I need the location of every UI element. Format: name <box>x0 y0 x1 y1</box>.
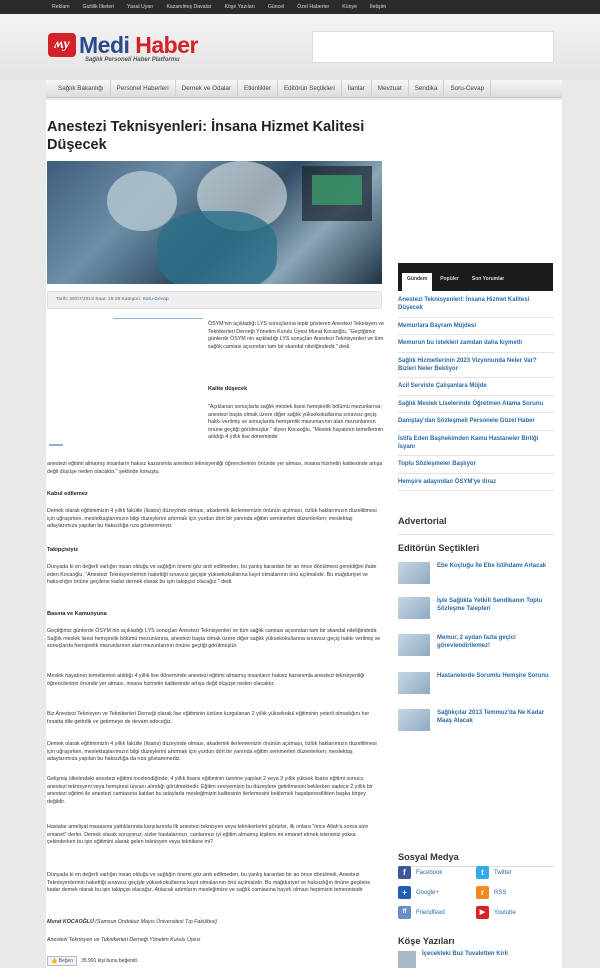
editor-pick-title[interactable]: Hastanelerde Sorumlu Hemşire Sorunu <box>437 673 549 679</box>
top-nav-item[interactable]: Reklam <box>52 4 70 10</box>
social-link-youtube[interactable] <box>476 906 516 919</box>
top-nav-item[interactable]: Kazanılmış Davalar <box>166 4 212 10</box>
logo-text-part1: Medi <box>79 32 136 58</box>
top-nav <box>52 0 399 14</box>
news-list-item[interactable]: Sağlık Hizmetlerinin 2023 Vizyonunda Neler Var? Bizleri Neler Bekliyor <box>398 356 554 379</box>
like-button[interactable] <box>47 956 77 966</box>
nav-item-soru-cevap[interactable]: Soru-Cevap <box>444 80 491 98</box>
social-link-facebook[interactable] <box>398 866 442 879</box>
nav-item-etkinlikler[interactable]: Etkinlikler <box>238 80 278 98</box>
article-paragraph: ÖSYM'nin açıkladığı LYS sonuçlarına tepki gösteren Anestezi Teknisyen ve Teknikerleri Derneği Yönetim Kurulu Üyesi Murat Kocaoğlu, "Geçtiğimiz günlerde ÖSYM nin açıkladığı LYS sonuçları Anestezi Teknisyenleri ve tüm sağlık camiası açısından tam bir skandal niteliğindedir." dedi. <box>208 321 385 350</box>
signature-name: Murat KOCAOĞLU <box>47 919 94 925</box>
social-label: Facebook <box>416 869 443 876</box>
top-nav-item[interactable]: Güncel <box>267 4 285 10</box>
article-paragraph: Gelişmiş ülkelerdeki anestezi eğitimi incelendiğinde; 4 yıllık lisans eğitiminin üzerine yapılan 2 veya 3 yıllık yüksek lisans eğitimi sonucu anestezi teknisyeni veya hemşiresi ünvanı alındığı görülmektedir. Eğitim seviyemizin bu düzeylere getirilmesini beklerken sadece 2 yıllık bir anestezi eğitimi ile anestezi camiasına katılan bu adaylarla mesleğimizin kalitesinin ilerlemesini beklemek hayalperestlikten başka birşey değildir. <box>47 776 373 805</box>
social-label: Google+ <box>416 889 439 896</box>
news-list-item[interactable]: Sağlık Meslek Liselerinde Öğretmen Atama Sorunu <box>398 399 554 413</box>
article-paragraph: Dünyada ki en değerli varlığın insan olduğu ve sağlığın önemi göz ardı edilmeden, bu yanlış karardan bir an önce dönülmesi gerektiğini ifade eden Kocaoğlu, "Anestezi Teknisyenlerinin hakettiği sınavsız geçişle yüksekokullarına kayıt olmalarının önü açılmalıdır. Bu mağduriyet ve haksızlığın önüne geçilene kadar dernek olarak bu işin takipçisi olacağız." dedi. <box>47 564 377 585</box>
article-paragraph: Demek olarak eğitimimizin 4 yıllık fakülte (lisans) düzeyinde olması, akademik ilerlememizin önünün açılması, özlük haklarımızın düzeltilmesi için uğraşırken, meslektaşlarımızın bilgi düzeylerini artırmak için yurdun dört bir yanında eğitim seminerleri düzenlerken; meslektaş adaylarımıza yapılan bu haksızlığa rıza gösteremeyiz <box>47 508 377 529</box>
top-nav-item[interactable]: Yasal Uyarı <box>127 4 154 10</box>
article-paragraph: "Açıklanan sonuçlarla sağlık meslek lisesi hemşirelik bölümü mezunlarına; anestezi başta olmak üzere diğer sağlık yüksekokullarına sınavsız geçiş hakkı verilmiş ve sonuçlarda hemşirelik mezunlarının alan mezunlarının önüne geçtiği görülmüştür." diyen Kocaoğlu, "Meslek hayatının temellerinin atıldığı 4 yıllık lise döneminde <box>208 404 384 440</box>
tab-populer[interactable]: Popüler <box>440 276 459 282</box>
signature-title: Anestezi Teknisyen ve Teknikerleri Derneği Yönetim Kurulu Üyesi <box>47 937 201 943</box>
article-paragraph: Geçtiğimiz günlerde ÖSYM nin açıkladığı LYS sonuçları Anestezi Teknisyenleri ve tüm sağlık camiası açısından tam bir skandal niteliğindedir. Sağlık meslek lisesi hemşirelik bölümü mezunlarına, anestezi başta olmak üzere diğer sağlık yüksekokullarına sınavsız geçiş hakkı verilmiş ve sonuçlarda hemşirelik mezunlarının alan mezunlarının önüne geçtiği görülmüştür. <box>47 628 381 649</box>
article-paragraph: Meslek hayatının temellerinin atıldığı 4 yıllık lise döneminde anestezi eğitimi almamış insanların haksız kazanımla anestezi teknisyenliği öğrencilerinin önünde yer alması, insana hizmetin kalitesinde artışa değil düşüşe neden olacaktır. <box>47 673 365 687</box>
news-list-item[interactable]: Anestezi Teknisyenleri: İnsana Hizmet Kalitesi Düşecek <box>398 295 554 318</box>
logo-text <box>79 33 198 57</box>
author-thumbnail <box>398 951 416 968</box>
logo-mark: ʍy <box>48 33 76 57</box>
article-meta-text: Tarih: 29/07/2013 Saat: 15:29 Kategori: <box>56 297 143 302</box>
thumbs-up-icon: 👍 <box>51 957 59 964</box>
editor-pick-item[interactable] <box>398 672 554 696</box>
logo-subtitle: Sağlık Personeli Haber Platformu <box>85 57 180 63</box>
editor-pick-title[interactable]: Memur, 2 aydan fazla geçici görevlendirilemez! <box>437 635 516 649</box>
article-title: Anestezi Teknisyenleri: İnsana Hizmet Kalitesi Düşecek <box>47 119 365 153</box>
facebook-like-bar <box>47 955 138 966</box>
article-paragraph: Demek olarak eğitimimizin 4 yıllık fakülte (lisans) düzeyinde olması, akademik ilerlememizin önünün açılması, özlük haklarımızın düzeltilmesi için uğraşırken, meslektaşlarımızın bilgi düzeylerini artırmak için yurdun dört bir yanında eğitim seminerleri düzenlerken; meslektaş adaylarımıza yapılan bu haksızlığa da rıza göstaremediz. <box>47 741 377 762</box>
editor-pick-item[interactable] <box>398 709 554 733</box>
editor-pick-thumbnail <box>398 562 430 584</box>
social-link-rss[interactable] <box>476 886 506 899</box>
signature-detail: (Samsun Ondokuz Mayıs Üniversitesi Tıp Fakültesi) <box>93 919 218 925</box>
editors-heading: Editörün Seçtikleri <box>398 543 480 553</box>
social-label: Twitter <box>494 869 512 876</box>
nav-item-ilanlar[interactable]: İlanlar <box>342 80 372 98</box>
logo-text-part2: Haber <box>135 32 198 58</box>
editor-pick-title[interactable]: İşte Sağlıkta Yetkili Sendikanın Toplu Sözleşme Talepleri <box>437 598 543 612</box>
twitter-icon: t <box>476 866 489 879</box>
editor-pick-thumbnail <box>398 709 430 731</box>
social-link-twitter[interactable] <box>476 866 512 879</box>
googleplus-icon: + <box>398 886 411 899</box>
youtube-icon: ▶ <box>476 906 489 919</box>
article-subheading: Basına ve Kamuoyuna <box>47 611 107 617</box>
like-button-label: Beğen <box>58 957 74 964</box>
like-count: 35.991 kişi bunu beğendi. <box>81 957 139 964</box>
news-list-item[interactable]: Danıştay'dan Sözleşmeli Personele Güzel Haber <box>398 416 554 430</box>
kose-yazilari-heading: Köşe Yazıları <box>398 936 455 946</box>
kose-yazisi-title[interactable]: İçecekteki Buz Tuvaletten Kirli <box>422 951 508 957</box>
article-signature <box>47 919 383 927</box>
social-label: Friendfeed <box>416 909 445 916</box>
tab-son-yorumlar[interactable]: Son Yorumlar <box>471 276 505 282</box>
top-bar <box>0 0 600 14</box>
article-subheading: Takipçisiyiz <box>47 547 78 553</box>
news-list-item[interactable]: Acil Serviste Çalışanlara Müjde <box>398 381 554 395</box>
social-label: RSS <box>494 889 507 896</box>
sidebar-tabs <box>398 263 553 291</box>
editor-pick-title[interactable]: Ebe Koçluğu İle Ebe İstihdamı Artacak <box>437 563 547 569</box>
top-nav-item[interactable]: Özel Haberler <box>297 4 330 10</box>
top-nav-item[interactable]: Künye <box>342 4 357 10</box>
nav-item-editorun-sectikleri[interactable]: Editörün Seçtikleri <box>278 80 342 98</box>
editor-pick-title[interactable]: Sağlıkçılar 2013 Temmuz'da Ne Kadar Maaş Alacak <box>437 710 545 724</box>
news-list-item[interactable]: Toplu Sözleşmeler Başlıyor <box>398 459 554 473</box>
article-subheading: Kalite düşecek <box>208 386 248 392</box>
article-paragraph: anestezi eğitimi almamış insanların haksız kazanımla anestezi teknisyenliği öğrencilerinin önünde yer alması, insana hizmetin kalitesinde artışa değil düşüşe neden olacaktır." şeklinde konuştu. <box>47 461 383 475</box>
social-heading: Sosyal Medya <box>398 852 459 862</box>
nav-item-personel-haberleri[interactable]: Personel Haberleri <box>111 80 176 98</box>
article-hero-image <box>47 161 382 284</box>
social-link-friendfeed[interactable] <box>398 906 445 919</box>
nav-item-mevzuat[interactable]: Mevzuat <box>372 80 409 98</box>
editor-pick-thumbnail <box>398 672 430 694</box>
sidebar-news-list <box>398 295 554 494</box>
article-subheading: Kabul edilemez <box>47 491 88 497</box>
news-list-item[interactable]: Memurlara Bayram Müjdesi <box>398 321 554 335</box>
nav-item-sendika[interactable]: Sendika <box>409 80 445 98</box>
editor-pick-item[interactable] <box>398 597 554 621</box>
news-list-item[interactable]: İstifa Eden Başhekimden Kamu Hastaneler Birliği İsyanı <box>398 434 554 457</box>
top-nav-item[interactable]: Gizlilik İlkeleri <box>82 4 115 10</box>
article-category-link[interactable]: Soru-Cevap <box>142 297 169 302</box>
editor-pick-item[interactable] <box>398 634 554 658</box>
editor-pick-thumbnail <box>398 634 430 656</box>
facebook-icon: f <box>398 866 411 879</box>
news-list-item[interactable]: Hemşire adayından ÖSYM'ye itiraz <box>398 477 554 491</box>
rss-icon: r <box>476 886 489 899</box>
kose-yazisi-item[interactable] <box>398 951 508 968</box>
article-meta <box>47 291 382 309</box>
nav-item-dernek-ve-odalar[interactable]: Dernek ve Odalar <box>176 80 238 98</box>
news-list-item[interactable]: Memurun bu istekleri zamdan daha kıymetli <box>398 338 554 352</box>
article-paragraph: Hastalar ameliyat masasına yattıklarında karşılarında ilk anestezi teknisyen veya teknikerlerini görürler, ilk onlara "önce Allah'a sonra size emanet" derler. Demek olarak soruyoruz; sizler hastalarınızı, canlarınızı iyi eğitim almamış kişilere mi emanet etmek istersiniz yoksa çekinderken bu işin eğitimini alarak gelen teknisyen veya teknikere mi? <box>47 824 369 845</box>
editor-pick-thumbnail <box>398 597 430 619</box>
advertorial-heading: Advertorial <box>398 516 447 526</box>
top-nav-item[interactable]: Köşe Yazıları <box>224 4 255 10</box>
social-link-googleplus[interactable] <box>398 886 439 899</box>
article-paragraph: Biz Anestezi Teknisyen ve Teknikerleri Derneği olarak lise eğitiminin üstüne kurgulanan 2 yıllık yüksekokul eğitiminin yeterli olmadığını her fırsatta dile getirdik ve getirmeye de devam edeceğiz. <box>47 711 370 725</box>
nav-item-saglik-bakanligi[interactable]: Sağlık Bakanlığı <box>52 80 111 98</box>
friendfeed-icon: ff <box>398 906 411 919</box>
sidebar-ad-slot[interactable] <box>398 100 562 250</box>
tab-gundem[interactable]: Gündem <box>402 273 432 291</box>
inline-ad-slot[interactable] <box>47 318 202 448</box>
main-nav <box>46 80 562 98</box>
article-paragraph: Dünyada ki en değerli varlığın insan olduğu ve sağlığın önemi göz ardı edilmeden, bu yanlış karardan bir an önce dönülmeli, Anestezi Teknisyenlerinin hakettiği sınavsız geçişle yüksekokullarına kayıt olmalarının önü açılmalıdır. Bu mağduriyet ve haksızlığın önüne geçilene kadar demek olarak bu işin takipçisi olacağız. Atılacak adımların mesleğimize ve sağlık camiasına hayırlı olması hepimizin temennisidir <box>47 872 371 893</box>
editor-pick-item[interactable] <box>398 562 554 586</box>
social-label: Youtube <box>494 909 516 916</box>
header-ad-banner[interactable] <box>312 31 554 63</box>
top-nav-item[interactable]: İletişim <box>369 4 387 10</box>
divider <box>398 534 554 535</box>
